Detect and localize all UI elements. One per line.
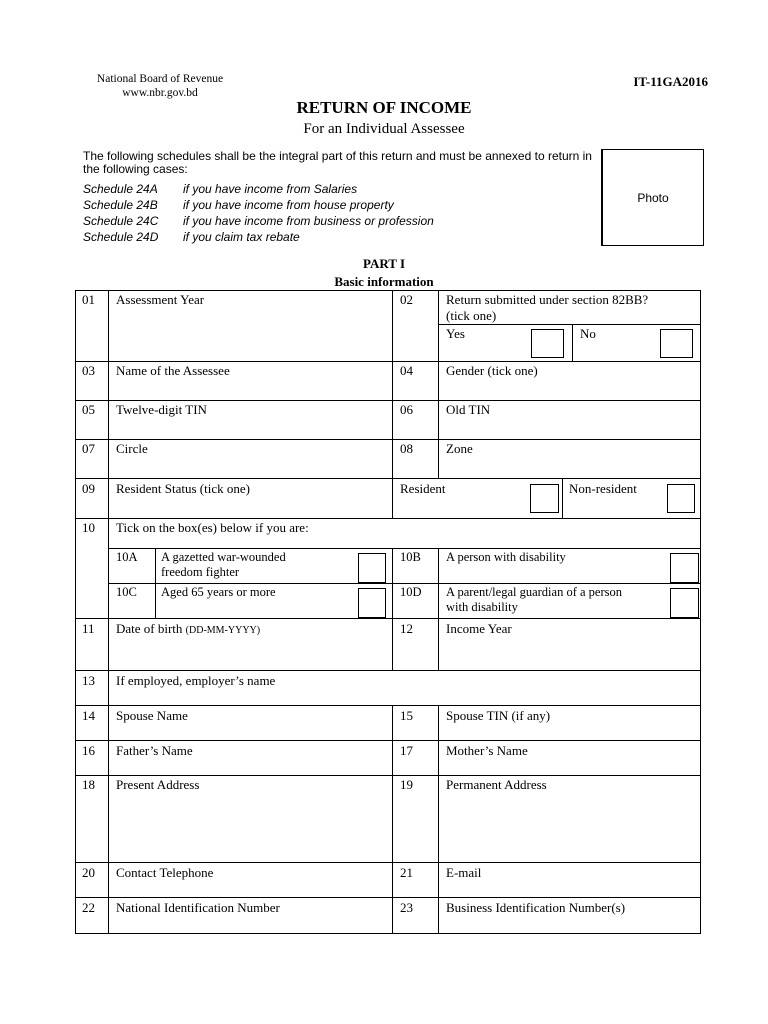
row-line [75, 897, 701, 898]
row-line [75, 478, 701, 479]
schedule-24a: Schedule 24A if you have income from Salaries [83, 182, 358, 196]
old-tin-label: Old TIN [446, 402, 491, 417]
field-number: 10 [82, 520, 95, 535]
field-number: 05 [82, 402, 95, 417]
row-line [75, 290, 701, 291]
field-number: 13 [82, 673, 95, 688]
row-line [75, 618, 701, 619]
col-line [562, 478, 563, 518]
form-number: IT-11GA2016 [633, 74, 708, 89]
assessee-name-label: Name of the Assessee [116, 363, 230, 378]
circle-label: Circle [116, 441, 148, 456]
non-resident-checkbox[interactable] [667, 484, 695, 513]
page-subtitle: For an Individual Assessee [303, 121, 465, 137]
aged-65-label: Aged 65 years or more [161, 585, 276, 599]
field-number: 18 [82, 777, 95, 792]
tin-label: Twelve-digit TIN [116, 402, 207, 417]
part-subtitle: Basic information [334, 274, 434, 289]
agency-website: www.nbr.gov.bd [122, 87, 198, 99]
agency-name: National Board of Revenue [96, 73, 224, 85]
col-line [700, 290, 701, 933]
row-line [75, 400, 701, 401]
employer-name-label: If employed, employer’s name [116, 673, 276, 688]
field-number: 14 [82, 708, 95, 723]
tick-boxes-label: Tick on the box(es) below if you are: [116, 520, 309, 535]
field-number: 03 [82, 363, 95, 378]
spouse-name-label: Spouse Name [116, 708, 188, 723]
row-line [108, 548, 701, 549]
war-wounded-checkbox[interactable] [358, 553, 386, 583]
field-number: 10D [400, 585, 422, 599]
field-number: 01 [82, 292, 95, 307]
guardian-label-line2: with disability [446, 600, 518, 614]
field-number: 19 [400, 777, 413, 792]
photo-box[interactable] [601, 149, 704, 246]
col-line [155, 548, 156, 618]
field-number: 15 [400, 708, 413, 723]
schedule-24c: Schedule 24C if you have income from business or profession [83, 214, 434, 228]
row-line [75, 670, 701, 671]
field-number: 21 [400, 865, 413, 880]
guardian-label-line1: A parent/legal guardian of a person [446, 585, 622, 599]
tick-one-note: (tick one) [446, 308, 497, 323]
col-line [438, 705, 439, 933]
date-format-hint: (DD-MM-YYYY) [185, 625, 261, 636]
part-title: PART I [362, 256, 406, 271]
col-line [392, 618, 393, 670]
disability-label: A person with disability [446, 550, 566, 564]
field-number: 08 [400, 441, 413, 456]
photo-label: Photo [637, 190, 669, 205]
field-number: 09 [82, 481, 95, 496]
zone-label: Zone [446, 441, 473, 456]
income-year-label: Income Year [446, 621, 512, 636]
nid-label: National Identification Number [116, 900, 280, 915]
yes-label: Yes [446, 326, 465, 341]
col-line [75, 290, 76, 933]
row-line [75, 862, 701, 863]
col-line [438, 290, 439, 478]
intro-text: The following schedules shall be the integral part of this return and must be annexed to return in the following cases: [83, 149, 592, 176]
resident-label: Resident [400, 481, 446, 496]
field-number: 17 [400, 743, 413, 758]
section-82bb-label: Return submitted under section 82BB? [446, 292, 649, 307]
email-label: E-mail [446, 865, 482, 880]
col-line [392, 548, 393, 618]
contact-telephone-label: Contact Telephone [116, 865, 214, 880]
assessment-year-label: Assessment Year [116, 292, 205, 307]
spouse-tin-label: Spouse TIN (if any) [446, 708, 551, 723]
field-number: 12 [400, 621, 413, 636]
col-line [438, 618, 439, 670]
row-line [75, 740, 701, 741]
field-number: 02 [400, 292, 413, 307]
row-line [75, 361, 701, 362]
col-line [392, 705, 393, 933]
field-number: 11 [82, 621, 95, 636]
agency-header [60, 72, 260, 100]
field-number: 10B [400, 550, 421, 564]
col-line [572, 324, 573, 361]
disability-checkbox[interactable] [670, 553, 699, 583]
col-line [108, 290, 109, 933]
field-number: 20 [82, 865, 95, 880]
yes-checkbox[interactable] [531, 329, 564, 358]
field-number: 10A [116, 550, 138, 564]
no-checkbox[interactable] [660, 329, 693, 358]
aged-65-checkbox[interactable] [358, 588, 386, 618]
bin-label: Business Identification Number(s) [446, 900, 626, 915]
guardian-checkbox[interactable] [670, 588, 699, 618]
schedule-24b: Schedule 24B if you have income from house property [83, 198, 394, 212]
resident-checkbox[interactable] [530, 484, 559, 513]
gender-label: Gender (tick one) [446, 363, 538, 378]
row-line [438, 324, 701, 325]
row-line [108, 583, 701, 584]
field-number: 16 [82, 743, 95, 758]
mother-name-label: Mother’s Name [446, 743, 528, 758]
date-of-birth-label: Date of birth (DD-MM-YYYY) [116, 621, 261, 636]
schedule-24d: Schedule 24D if you claim tax rebate [83, 230, 300, 244]
present-address-label: Present Address [116, 777, 200, 792]
row-line [75, 705, 701, 706]
field-number: 23 [400, 900, 413, 915]
page-title: RETURN OF INCOME [296, 98, 472, 117]
father-name-label: Father’s Name [116, 743, 193, 758]
col-line [438, 548, 439, 618]
field-number: 10C [116, 585, 137, 599]
field-number: 06 [400, 402, 413, 417]
permanent-address-label: Permanent Address [446, 777, 547, 792]
row-line [75, 775, 701, 776]
war-wounded-label-line1: A gazetted war-wounded [161, 550, 286, 564]
field-number: 22 [82, 900, 95, 915]
field-number: 04 [400, 363, 413, 378]
row-line [75, 933, 701, 934]
no-label: No [580, 326, 596, 341]
row-line [75, 439, 701, 440]
non-resident-label: Non-resident [569, 481, 637, 496]
col-line [392, 290, 393, 518]
field-number: 07 [82, 441, 95, 456]
resident-status-label: Resident Status (tick one) [116, 481, 250, 496]
war-wounded-label-line2: freedom fighter [161, 565, 240, 579]
row-line [75, 518, 701, 519]
